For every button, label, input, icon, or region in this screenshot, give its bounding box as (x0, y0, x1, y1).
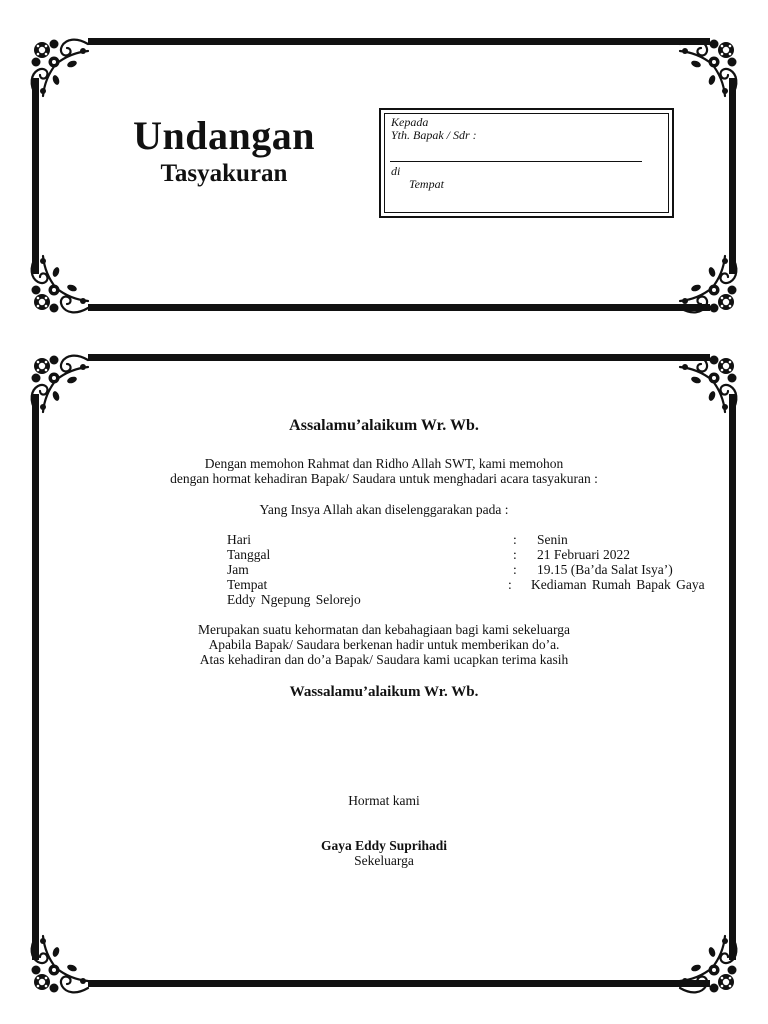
detail-value-day: Senin (537, 532, 568, 547)
detail-separator: : (513, 532, 517, 547)
corner-ornament-icon (26, 34, 92, 100)
address-recipient-label: Yth. Bapak / Sdr : (391, 128, 477, 142)
detail-separator: : (508, 577, 512, 592)
address-di-label: di (391, 164, 401, 178)
detail-label-day: Hari (227, 532, 251, 547)
address-place-label: Tempat (409, 177, 444, 191)
closing-line-2: Apabila Bapak/ Saudara berkenan hadir untuk memberikan do’a. (208, 637, 560, 652)
bottom-border (88, 980, 710, 987)
corner-ornament-icon (676, 932, 742, 998)
address-recipient-line (390, 161, 642, 162)
schedule-intro: Yang Insya Allah akan diselenggarakan pada : (259, 502, 509, 517)
detail-separator: : (513, 547, 517, 562)
closing-line-1: Merupakan suatu kehormatan dan kebahagiaan bagi kami sekeluarga (198, 622, 570, 637)
intro-line-2: dengan hormat kehadiran Bapak/ Saudara untuk menghadari acara tasyakuran : (170, 471, 598, 486)
greeting: Assalamu’alaikum Wr. Wb. (289, 417, 479, 434)
detail-label-time: Jam (227, 562, 249, 577)
invitation-subtitle: Tasyakuran (160, 160, 288, 187)
corner-ornament-icon (676, 350, 742, 416)
corner-ornament-icon (676, 252, 742, 318)
address-to-label: Kepada (391, 115, 429, 129)
sender-family: Sekeluarga (354, 853, 414, 868)
closing-line-3: Atas kehadiran dan do’a Bapak/ Saudara kami ucapkan terima kasih (199, 652, 569, 667)
sender-name: Gaya Eddy Suprihadi (320, 838, 448, 853)
detail-label-place: Tempat (227, 577, 268, 592)
right-border (729, 78, 736, 274)
detail-separator: : (513, 562, 517, 577)
farewell: Wassalamu’alaikum Wr. Wb. (289, 684, 479, 700)
invitation-cover (0, 0, 768, 340)
bottom-border (88, 304, 710, 311)
corner-ornament-icon (26, 932, 92, 998)
corner-ornament-icon (676, 34, 742, 100)
top-border (88, 354, 710, 361)
detail-value-time: 19.15 (Ba’da Salat Isya’) (537, 562, 673, 577)
detail-value-date: 21 Februari 2022 (537, 547, 630, 562)
intro-line-1: Dengan memohon Rahmat dan Ridho Allah SWT, kami memohon (204, 456, 564, 471)
left-border (32, 78, 39, 274)
detail-value-place-continued: Eddy Ngepung Selorejo (227, 592, 361, 607)
detail-value-place: Kediaman Rumah Bapak Gaya (531, 577, 705, 592)
invitation-title: Undangan (133, 113, 315, 158)
regards: Hormat kami (348, 793, 420, 808)
top-border (88, 38, 710, 45)
corner-ornament-icon (26, 350, 92, 416)
corner-ornament-icon (26, 252, 92, 318)
detail-label-date: Tanggal (227, 547, 271, 562)
invitation-letter (0, 340, 768, 1024)
